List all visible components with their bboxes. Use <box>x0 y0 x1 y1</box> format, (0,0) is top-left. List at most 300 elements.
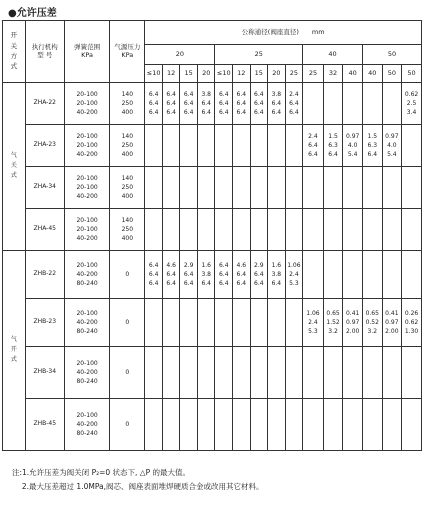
pressure-cell <box>343 299 363 347</box>
pressure-value: 1.30 <box>404 328 419 335</box>
switch-mode-char: 式 <box>10 171 17 179</box>
pressure-cell <box>180 251 198 299</box>
spring-range <box>64 347 109 399</box>
air-pressure-value: 250 <box>121 142 134 149</box>
header-spring-range <box>64 21 109 83</box>
pressure-cell <box>162 251 180 299</box>
pressure-value: 6.4 <box>271 100 282 107</box>
pressure-value: 0.97 <box>345 319 360 326</box>
pressure-value: 4.0 <box>387 142 397 149</box>
pressure-cell <box>250 83 268 125</box>
air-pressure-value: 140 <box>121 217 134 224</box>
pressure-cell <box>180 347 198 399</box>
pressure-cell <box>250 251 268 299</box>
pressure-cell <box>382 299 402 347</box>
pressure-value: 0.41 <box>385 310 399 317</box>
pressure-cell <box>215 83 233 125</box>
pressure-cell <box>197 251 215 299</box>
pressure-value: 2.4 <box>289 271 299 278</box>
pressure-value: 6.4 <box>166 271 176 278</box>
pressure-cell <box>382 399 402 451</box>
spring-range-value: 40-200 <box>76 271 98 278</box>
spring-range-value: 40-200 <box>76 193 98 200</box>
spring-range <box>64 209 109 251</box>
air-pressure-value: 400 <box>121 193 134 200</box>
header-seat-size: 32 <box>323 65 343 83</box>
air-pressure <box>110 167 145 209</box>
pressure-cell <box>323 299 343 347</box>
switch-mode-char: 式 <box>10 355 17 363</box>
pressure-cell <box>402 83 422 125</box>
pressure-value: 6.4 <box>201 280 211 287</box>
pressure-cell <box>215 299 233 347</box>
pressure-value: 0.65 <box>326 310 340 317</box>
pressure-cell <box>285 251 303 299</box>
header-seat-size: 20 <box>197 65 215 83</box>
pressure-value: 6.4 <box>218 280 229 287</box>
pressure-cell <box>362 209 382 251</box>
pressure-cell <box>323 399 343 451</box>
pressure-cell <box>303 209 324 251</box>
spring-range <box>64 167 109 209</box>
pressure-cell <box>382 251 402 299</box>
pressure-cell <box>250 399 268 451</box>
air-pressure-value: 250 <box>121 226 134 233</box>
pressure-cell <box>402 209 422 251</box>
pressure-cell <box>215 125 233 167</box>
pressure-cell <box>285 167 303 209</box>
header-switch-mode-char: 开 <box>10 31 18 40</box>
pressure-cell <box>285 347 303 399</box>
air-pressure-value: 400 <box>121 109 134 116</box>
pressure-cell <box>382 83 402 125</box>
header-seat-size: 15 <box>250 65 268 83</box>
pressure-value: 6.4 <box>201 100 211 107</box>
pressure-cell <box>343 399 363 451</box>
spring-range-value: 20-100 <box>76 360 98 367</box>
pressure-cell <box>362 83 382 125</box>
pressure-value: 6.4 <box>183 100 194 107</box>
note-2: 2.最大压差超过 1.0MPa,阀芯、阀座表面堆焊硬质合金或改用其它材料。 <box>12 482 264 491</box>
header-nominal-diameter: 公称通径(阀座直径) mm <box>145 21 422 45</box>
header-dn-group: 50 <box>362 45 421 65</box>
pressure-cell <box>145 209 163 251</box>
pressure-value: 2.4 <box>289 91 299 98</box>
pressure-value: 3.4 <box>406 109 417 116</box>
pressure-cell <box>402 299 422 347</box>
pressure-cell <box>402 125 422 167</box>
pressure-cell <box>285 299 303 347</box>
spring-range <box>64 251 109 299</box>
header-seat-size: 25 <box>303 65 324 83</box>
air-pressure-value: 400 <box>121 151 134 158</box>
pressure-cell <box>268 399 286 451</box>
pressure-cell <box>250 167 268 209</box>
pressure-cell <box>145 167 163 209</box>
pressure-cell <box>303 299 324 347</box>
actuator-model: ZHB-22 <box>25 251 64 299</box>
pressure-cell <box>303 251 324 299</box>
pressure-cell <box>233 399 251 451</box>
air-pressure <box>110 299 145 347</box>
pressure-cell <box>250 125 268 167</box>
pressure-cell <box>268 299 286 347</box>
actuator-model: ZHB-23 <box>25 299 64 347</box>
pressure-value: 4.6 <box>236 262 247 269</box>
pressure-value: 5.3 <box>289 280 299 287</box>
spring-range-value: 20-100 <box>76 175 98 182</box>
page-title: ●允许压差 <box>8 8 57 19</box>
pressure-cell <box>162 299 180 347</box>
pressure-cell <box>180 83 198 125</box>
pressure-value: 6.4 <box>218 262 229 269</box>
spring-range-value: 80-240 <box>76 430 98 437</box>
header-seat-size: 12 <box>233 65 251 83</box>
air-pressure-value: 250 <box>121 184 134 191</box>
pressure-cell <box>285 399 303 451</box>
pressure-value: 6.4 <box>254 109 264 116</box>
pressure-value: 2.00 <box>345 328 360 335</box>
pressure-value: 6.3 <box>367 142 378 149</box>
pressure-cell <box>285 83 303 125</box>
notes <box>12 466 264 494</box>
pressure-cell <box>303 125 324 167</box>
air-pressure <box>110 209 145 251</box>
pressure-cell <box>145 399 163 451</box>
pressure-value: 6.4 <box>148 100 159 107</box>
pressure-cell <box>145 347 163 399</box>
pressure-cell <box>197 209 215 251</box>
pressure-value: 3.8 <box>201 271 211 278</box>
header-actuator-model-line: 型 号 <box>37 50 53 59</box>
pressure-value: 1.06 <box>287 262 301 269</box>
header-switch-mode-char: 方 <box>10 52 18 60</box>
pressure-cell <box>382 167 402 209</box>
pressure-value: 6.4 <box>148 109 159 116</box>
pressure-value: 1.52 <box>326 319 340 326</box>
pressure-value: 6.4 <box>271 280 282 287</box>
spring-range-value: 20-100 <box>76 184 98 191</box>
pressure-value: 6.4 <box>183 91 194 98</box>
header-dn-group: 25 <box>215 45 303 65</box>
header-seat-size: 50 <box>402 65 422 83</box>
pressure-cell <box>268 125 286 167</box>
header-seat-size: 15 <box>180 65 198 83</box>
pressure-cell <box>323 347 343 399</box>
pressure-cell <box>145 83 163 125</box>
pressure-cell <box>233 125 251 167</box>
pressure-cell <box>362 167 382 209</box>
pressure-cell <box>343 125 363 167</box>
pressure-cell <box>323 251 343 299</box>
air-pressure-value: 0 <box>125 271 130 278</box>
pressure-cell <box>180 167 198 209</box>
pressure-value: 6.4 <box>289 109 299 116</box>
spring-range-value: 20-100 <box>76 310 98 317</box>
pressure-cell <box>180 299 198 347</box>
pressure-value: 1.6 <box>201 262 211 269</box>
pressure-cell <box>323 167 343 209</box>
pressure-cell <box>197 399 215 451</box>
pressure-cell <box>250 347 268 399</box>
pressure-cell <box>180 209 198 251</box>
pressure-cell <box>382 209 402 251</box>
spring-range-value: 40-200 <box>76 235 98 242</box>
header-dn-group: 40 <box>303 45 363 65</box>
pressure-cell <box>145 251 163 299</box>
pressure-cell <box>382 347 402 399</box>
actuator-model: ZHB-45 <box>25 399 64 451</box>
switch-mode-cell <box>3 83 26 251</box>
pressure-value: 6.4 <box>367 151 378 158</box>
pressure-value: 0.52 <box>365 319 379 326</box>
pressure-cell <box>402 251 422 299</box>
air-pressure <box>110 125 145 167</box>
pressure-value: 6.4 <box>308 142 318 149</box>
switch-mode-char: 气 <box>10 152 17 160</box>
pressure-cell <box>362 347 382 399</box>
pressure-cell <box>145 125 163 167</box>
pressure-cell <box>145 299 163 347</box>
pressure-value: 2.4 <box>308 319 318 326</box>
pressure-cell <box>285 125 303 167</box>
pressure-cell <box>215 347 233 399</box>
pressure-value: 6.4 <box>308 151 318 158</box>
pressure-value: 6.4 <box>166 91 176 98</box>
pressure-value: 2.9 <box>254 262 264 269</box>
pressure-value: 2.9 <box>183 262 194 269</box>
pressure-cell <box>233 251 251 299</box>
pressure-cell <box>250 209 268 251</box>
pressure-value: 6.4 <box>236 100 247 107</box>
pressure-cell <box>362 299 382 347</box>
pressure-cell <box>268 83 286 125</box>
switch-mode-char: 关 <box>10 162 17 170</box>
spring-range-value: 40-200 <box>76 109 98 116</box>
spring-range-value: 80-240 <box>76 280 98 287</box>
pressure-cell <box>162 167 180 209</box>
switch-mode-char: 开 <box>10 346 17 354</box>
pressure-value: 0.97 <box>385 319 399 326</box>
pressure-cell <box>362 399 382 451</box>
pressure-cell <box>197 83 215 125</box>
switch-mode-char: 气 <box>10 336 17 344</box>
pressure-value: 1.5 <box>328 133 338 140</box>
pressure-differential-table <box>2 20 422 451</box>
air-pressure-value: 400 <box>121 235 134 242</box>
pressure-cell <box>215 251 233 299</box>
air-pressure <box>110 83 145 125</box>
pressure-value: 6.4 <box>236 109 247 116</box>
pressure-value: 0.62 <box>404 319 419 326</box>
spring-range-value: 20-100 <box>76 226 98 233</box>
pressure-cell <box>233 209 251 251</box>
pressure-value: 6.4 <box>254 91 264 98</box>
pressure-value: 6.4 <box>218 109 229 116</box>
spring-range-value: 40-200 <box>76 151 98 158</box>
actuator-model: ZHA-22 <box>25 83 64 125</box>
spring-range-value: 20-100 <box>76 133 98 140</box>
pressure-value: 3.8 <box>201 91 211 98</box>
air-pressure-value: 0 <box>125 319 130 326</box>
pressure-cell <box>250 299 268 347</box>
spring-range <box>64 125 109 167</box>
actuator-model: ZHA-23 <box>25 125 64 167</box>
pressure-value: 6.4 <box>289 100 299 107</box>
pressure-cell <box>343 347 363 399</box>
pressure-cell <box>197 299 215 347</box>
pressure-value: 0.97 <box>385 133 399 140</box>
pressure-value: 3.8 <box>271 91 282 98</box>
pressure-value: 6.4 <box>183 280 194 287</box>
spring-range-value: 20-100 <box>76 217 98 224</box>
spring-range <box>64 399 109 451</box>
pressure-cell <box>303 399 324 451</box>
spring-range <box>64 299 109 347</box>
air-pressure <box>110 347 145 399</box>
pressure-value: 6.4 <box>236 271 247 278</box>
pressure-value: 3.2 <box>328 328 338 335</box>
spring-range-value: 20-100 <box>76 412 98 419</box>
header-actuator-model <box>25 21 64 83</box>
header-switch-mode <box>3 21 26 83</box>
pressure-cell <box>323 209 343 251</box>
header-seat-size: ≤10 <box>215 65 233 83</box>
pressure-cell <box>197 167 215 209</box>
pressure-cell <box>233 299 251 347</box>
pressure-value: 4.6 <box>166 262 176 269</box>
pressure-value: 6.4 <box>271 109 282 116</box>
pressure-value: 5.4 <box>387 151 397 158</box>
air-pressure-value: 140 <box>121 175 134 182</box>
spring-range-value: 20-100 <box>76 100 98 107</box>
header-seat-size: 40 <box>343 65 363 83</box>
pressure-value: 2.00 <box>385 328 399 335</box>
pressure-value: 1.6 <box>271 262 282 269</box>
pressure-cell <box>162 83 180 125</box>
pressure-value: 6.4 <box>166 100 176 107</box>
switch-mode-cell <box>3 251 26 451</box>
pressure-value: 6.4 <box>201 109 211 116</box>
pressure-value: 6.4 <box>148 280 159 287</box>
pressure-cell <box>343 251 363 299</box>
pressure-cell <box>323 125 343 167</box>
header-seat-size: 40 <box>362 65 382 83</box>
pressure-value: 2.5 <box>406 100 417 107</box>
header-seat-size: 20 <box>268 65 286 83</box>
pressure-cell <box>303 83 324 125</box>
pressure-value: 0.97 <box>345 133 360 140</box>
header-spring-range-line: KPa <box>81 50 94 59</box>
air-pressure <box>110 399 145 451</box>
actuator-model: ZHB-34 <box>25 347 64 399</box>
pressure-value: 6.4 <box>254 100 264 107</box>
pressure-value: 6.4 <box>183 109 194 116</box>
pressure-value: 3.2 <box>367 328 378 335</box>
pressure-cell <box>162 209 180 251</box>
pressure-value: 6.4 <box>218 91 229 98</box>
pressure-cell <box>162 125 180 167</box>
pressure-value: 5.3 <box>308 328 318 335</box>
pressure-cell <box>268 251 286 299</box>
pressure-value: 6.4 <box>328 151 338 158</box>
pressure-value: 5.4 <box>347 151 358 158</box>
header-spring-range-line: 弹簧范围 <box>74 43 101 52</box>
spring-range-value: 20-100 <box>76 142 98 149</box>
pressure-value: 1.5 <box>367 133 378 140</box>
header-seat-size: 50 <box>382 65 402 83</box>
pressure-cell <box>268 209 286 251</box>
pressure-value: 6.4 <box>236 280 247 287</box>
pressure-cell <box>268 167 286 209</box>
pressure-cell <box>402 167 422 209</box>
pressure-value: 0.26 <box>404 310 419 317</box>
pressure-cell <box>343 167 363 209</box>
pressure-cell <box>362 125 382 167</box>
air-pressure-value: 0 <box>125 369 130 376</box>
air-pressure-value: 0 <box>125 421 130 428</box>
pressure-cell <box>180 399 198 451</box>
pressure-value: 4.0 <box>347 142 358 149</box>
header-dn-group: 20 <box>145 45 215 65</box>
air-pressure-value: 250 <box>121 100 134 107</box>
spring-range-value: 40-200 <box>76 369 98 376</box>
pressure-cell <box>162 347 180 399</box>
spring-range-value: 20-100 <box>76 91 98 98</box>
pressure-value: 6.4 <box>254 280 264 287</box>
pressure-value: 0.65 <box>365 310 379 317</box>
header-air-pressure-line: 气源压力 <box>114 43 141 52</box>
header-seat-size: 25 <box>285 65 303 83</box>
pressure-value: 1.06 <box>306 310 320 317</box>
pressure-value: 6.4 <box>166 280 176 287</box>
spring-range-value: 40-200 <box>76 319 98 326</box>
pressure-cell <box>197 125 215 167</box>
pressure-value: 6.4 <box>236 91 247 98</box>
spring-range-value: 20-100 <box>76 262 98 269</box>
pressure-cell <box>215 167 233 209</box>
pressure-value: 2.4 <box>308 133 318 140</box>
pressure-value: 6.4 <box>218 100 229 107</box>
spring-range-value: 40-200 <box>76 421 98 428</box>
pressure-cell <box>215 209 233 251</box>
header-seat-size: ≤10 <box>145 65 163 83</box>
pressure-value: 6.3 <box>328 142 338 149</box>
pressure-cell <box>162 399 180 451</box>
air-pressure-value: 140 <box>121 91 134 98</box>
pressure-value: 6.4 <box>148 262 159 269</box>
pressure-value: 3.8 <box>271 271 282 278</box>
pressure-cell <box>362 251 382 299</box>
header-switch-mode-char: 关 <box>10 41 18 50</box>
pressure-cell <box>233 167 251 209</box>
spring-range-value: 80-240 <box>76 378 98 385</box>
air-pressure <box>110 251 145 299</box>
spring-range <box>64 83 109 125</box>
header-air-pressure-line: KPa <box>121 50 134 59</box>
pressure-cell <box>197 347 215 399</box>
pressure-value: 6.4 <box>254 271 264 278</box>
pressure-cell <box>343 83 363 125</box>
pressure-value: 0.41 <box>345 310 360 317</box>
note-1: 注:1.允许压差为阀关闭 P₂=0 状态下, △P 的最大值。 <box>12 468 190 477</box>
pressure-value: 6.4 <box>148 271 159 278</box>
pressure-cell <box>233 83 251 125</box>
actuator-model: ZHA-45 <box>25 209 64 251</box>
pressure-value: 6.4 <box>183 271 194 278</box>
air-pressure-value: 140 <box>121 133 134 140</box>
pressure-cell <box>402 399 422 451</box>
